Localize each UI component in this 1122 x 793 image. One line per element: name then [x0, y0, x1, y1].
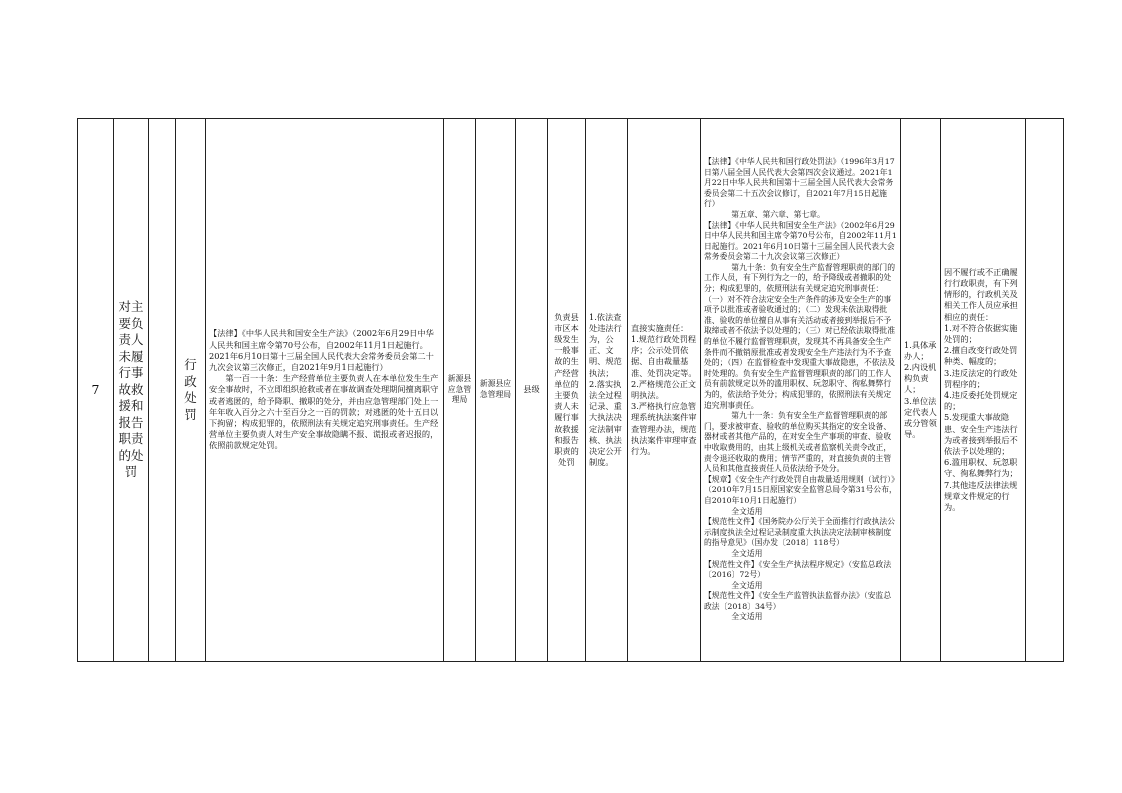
duty-list-text: 1.依法查处违法行为，公正、文明、规范执法； 2.落实执法全过程记录、重大执法决定法制审核、执法决定公开制度。: [589, 311, 622, 468]
legal-basis-paragraph: 第五章、第六章、第七章。: [731, 209, 825, 219]
level-cell: 县级: [516, 119, 548, 662]
legal-basis-paragraph: 全文适用: [731, 506, 763, 516]
legal-basis-paragraph: 【法律】《中华人民共和国安全生产法》（2002年6月29日中华人民共和国主席令第70号公布，自2002年11月1日起施行。2021年6月10日第十三届全国人民代表大会常务委员会第二十九次会议第三次修正）: [704, 220, 897, 262]
item-name-cell: 对主要负责人未履行事故救援和报告职责的处罚: [114, 119, 149, 662]
legal-basis-paragraph: 【法律】《中华人民共和国行政处罚法》（1996年3月17日第八届全国人民代表大会第四次会议通过。2021年1月22日中华人民共和国第十三届全国人民代表大会常务委员会第二十五次会议修订，自2021年7月15日起施行）: [704, 156, 895, 209]
legal-basis-paragraph: 全文适用: [731, 612, 763, 622]
undertaker-text: 1.具体承办人； 2.内设机构负责人； 3.单位法定代表人或分管领导。: [904, 339, 937, 440]
subject-cell: 负责县市区本级发生一般事故的生产经营单位的主要负责人未履行事故救援和报告职责的处罚: [548, 119, 586, 662]
legal-basis-paragraph: 【规范性文件】《国务院办公厅关于全面推行行政执法公示制度执法全过程记录制度重大执法决定法制审核制度的指导意见》（国办发〔2018〕118号）: [704, 517, 896, 548]
dept-cell-2: 新源县应急管理局: [476, 119, 516, 662]
basis-cell: [206, 119, 444, 662]
duty-list-cell: [586, 119, 628, 662]
accountability-text: 直接实施责任： 1.规范行政处罚程序；公示处罚依据、自由裁量基准、处罚决定等。 2.严格规范公正文明执法。 3.严格执行应急管理系统执法案件审查管理办法，规范执法案件审理审查行为。: [631, 322, 697, 457]
basis-text: 【法律】《中华人民共和国安全生产法》（2002年6月29日中华人民共和国主席令第70号公布，自2002年11月1日起施行。2021年6月10日第十三届全国人民代表大会常务委员会第二十九次会议第三次修正，自2021年9月1日起施行） 第一百一十条：生产经营单位主要负责人在本单位发生生产安全事故时，不立即组织抢救或者在事故调查处理期间擅离职守或者逃匿的，给予降职、撤职的处分，并由应急管理部门处上一年年收入百分之六十至百分之一百的罚款；对逃匿的处十五日以下拘留；构成犯罪的，依照刑法有关规定追究刑事责任。生产经营单位主要负责人对生产安全事故隐瞒不报、谎报或者迟报的，依照前款规定处罚。: [209, 328, 439, 451]
accountability-cases-text: 因不履行或不正确履行行政职责，有下列情形的，行政机关及相关工作人员应承担相应的责任： 1.对不符合依据实施处罚的； 2.擅自改变行政处罚种类、幅度的； 3.违反法定的行政处罚程序的； 4.违反委托处罚规定的； 5.发现重大事故隐患、安全生产违法行为或者接到举报后不依法予以处理的； 6.滥用职权、玩忽职守、徇私舞弊行为； 7.其他违反法律法规规章文件规定的行为。: [944, 266, 1018, 513]
seq-cell: 7: [78, 119, 114, 662]
sub-item-cell: [149, 119, 176, 662]
table-row: [78, 119, 1064, 662]
dept-cell-1: 新源县应急管理局: [444, 119, 476, 662]
remarks-cell: [1026, 119, 1064, 662]
legal-basis-paragraph: 【规章】《安全生产行政处罚自由裁量适用规则（试行）》（2010年7月15日原国家安全监管总局令第31号公布，自2010年10月1日起施行）: [704, 474, 897, 505]
legal-basis-paragraph: 全文适用: [731, 580, 763, 590]
legal-basis-paragraph: 全文适用: [731, 548, 763, 558]
legal-basis-paragraph: 第九十一条：负有安全生产监督管理职责的部门，要求被审查、验收的单位购买其指定的安全设备、器材或者其他产品的，在对安全生产事项的审查、验收中收取费用的，由其上级机关或者监察机关责令改正，责令退还收取的费用；情节严重的，对直接负责的主管人员和其他直接责任人员依法给予处分。: [704, 411, 892, 474]
legal-basis-paragraph: 【规范性文件】《安全生产执法程序规定》（安监总政法〔2016〕72号）: [704, 559, 892, 580]
accountability-cell: [628, 119, 701, 662]
accountability-cases-cell: [941, 119, 1026, 662]
legal-basis-paragraph: 【规范性文件】《安全生产监管执法监督办法》（安监总政法〔2018〕34号）: [704, 591, 892, 611]
legal-basis-cell: [701, 119, 901, 662]
legal-basis-paragraph: 第九十条：负有安全生产监督管理职责的部门的工作人员，有下列行为之一的，给予降级或者撤职的处分；构成犯罪的，依照刑法有关规定追究刑事责任：（一）对不符合法定安全生产条件的涉及安全生产的事项予以批准或者验收通过的；（二）发现未依法取得批准、验收的单位擅自从事有关活动或者接到举报后不予取缔或者不依法予以处理的；（三）对已经依法取得批准的单位不履行监督管理职责，发现其不再具备安全生产条件而不撤销原批准或者发现安全生产违法行为不予查处的；（四）在监督检查中发现重大事故隐患，不依法及时处理的。负有安全生产监督管理职责的部门的工作人员有前款规定以外的滥用职权、玩忽职守、徇私舞弊行为的，依法给予处分；构成犯罪的，依照刑法有关规定追究刑事责任。: [704, 262, 896, 410]
category-cell: 行政处罚: [176, 119, 206, 662]
power-list-table: [77, 118, 1064, 662]
undertaker-cell: [901, 119, 941, 662]
